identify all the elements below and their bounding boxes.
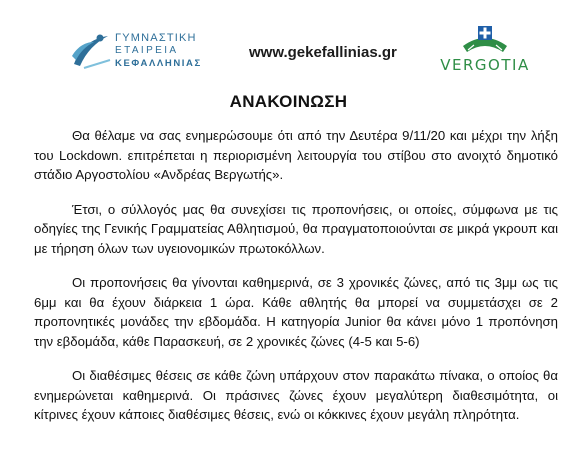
paragraph-4: Οι διαθέσιμες θέσεις σε κάθε ζώνη υπάρχουν στον παρακάτω πίνακα, ο οποίος θα ενημερώνεται καθημερινά. Οι πράσινες ζώνες έχουν μεγαλύτερη διαθεσιμότητα, οι κίτρινες έχουν κάποιες διαθέσιμες θέσεις, ενώ οι κόκκινες έχουν μεγάλη πληρότητα. (34, 368, 558, 422)
document-header (0, 0, 577, 88)
club-logo-line1: ΓΥΜΝΑΣΤΙΚΗ (115, 32, 197, 44)
paragraph-2: Έτσι, ο σύλλογός μας θα συνεχίσει τις προπονήσεις, οι οποίες, σύμφωνα με τις οδηγίες της Γενικής Γραμματείας Αθλητισμού, θα πραγματοποιούνται σε μικρά γκρουπ και με τήρηση όλων των υγειονομικών πρωτοκόλλων. (34, 201, 558, 256)
stadium-brand-text: VERGOTIA (440, 56, 530, 74)
runner-swoosh-icon (70, 30, 112, 70)
stadium-cross-icon (460, 24, 510, 56)
document-title: ΑΝΑΚΟΙΝΩΣΗ (229, 92, 348, 111)
website-url: www.gekefallinias.gr (249, 44, 397, 61)
club-logo-line2: ΕΤΑΙΡΕΙΑ (115, 45, 179, 56)
paragraph-3: Οι προπονήσεις θα γίνονται καθημερινά, σε 3 χρονικές ζώνες, από τις 3μμ ως τις 6μμ και θα έχουν διάρκεια 1 ώρα. Κάθε αθλητής θα μπορεί να συμμετάσχει σε 2 προπονητικές μονάδες την εβδομάδα. Η κατηγορία Junior θα κάνει μόνο 1 προπόνηση την εβδομάδα, κάθε Παρασκευή, σε 2 χρονικές ζώνες (4-5 και 5-6) (34, 275, 558, 349)
stadium-logo (440, 24, 530, 80)
club-logo (70, 30, 240, 70)
document-body (34, 126, 558, 440)
paragraph-1: Θα θέλαμε να σας ενημερώσουμε ότι από την Δευτέρα 9/11/20 και μέχρι την λήξη του Lockdown. επιτρέπεται η περιορισμένη λειτουργία του στίβου στο ανοιχτό δημοτικό στάδιο Αργοστολίου «Ανδρέας Βεργωτής». (34, 128, 558, 182)
club-logo-line3: ΚΕΦΑΛΛΗΝΙΑΣ (115, 58, 202, 69)
